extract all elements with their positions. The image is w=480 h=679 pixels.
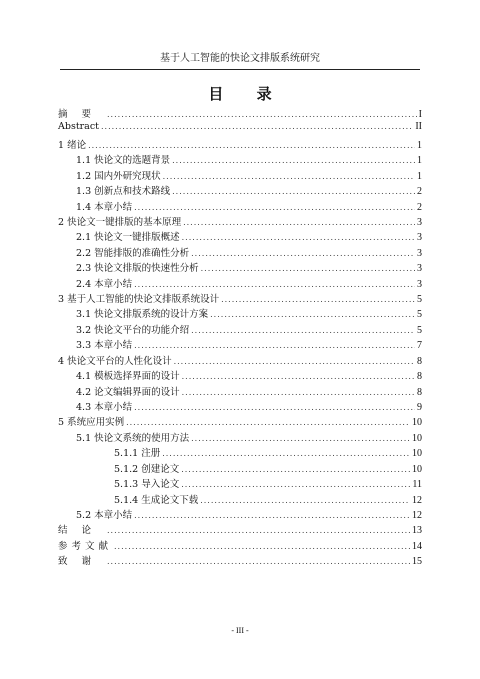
toc-entry[interactable] bbox=[58, 399, 422, 414]
dot-leader bbox=[183, 218, 415, 227]
toc-entry-page: 8 bbox=[417, 371, 422, 383]
toc-entry[interactable] bbox=[58, 229, 422, 244]
toc-entry[interactable] bbox=[58, 414, 422, 429]
toc-entry-page: II bbox=[415, 121, 422, 133]
dot-leader bbox=[191, 326, 415, 335]
toc-entry-page: 8 bbox=[417, 386, 422, 398]
page-number: - III - bbox=[231, 626, 249, 635]
toc-entry-label: Abstract bbox=[58, 121, 99, 133]
toc-entry-page: 3 bbox=[417, 247, 422, 259]
dot-leader bbox=[210, 310, 415, 319]
dot-leader bbox=[107, 526, 410, 535]
toc-entry[interactable] bbox=[58, 276, 422, 291]
toc-entry[interactable] bbox=[58, 168, 422, 183]
toc-entry[interactable] bbox=[58, 152, 422, 167]
toc-entry-label: 摘要 bbox=[58, 109, 106, 120]
dot-leader bbox=[181, 465, 410, 474]
toc-entry-label: 3.2 快论文平台的功能介绍 bbox=[76, 324, 190, 336]
dot-leader bbox=[172, 187, 415, 196]
toc-entry[interactable] bbox=[58, 445, 422, 460]
toc-title: 目 录 bbox=[208, 85, 286, 103]
toc-entry-page: 11 bbox=[412, 479, 422, 491]
table-of-contents bbox=[58, 106, 422, 569]
toc-entry[interactable] bbox=[58, 507, 422, 522]
dot-leader bbox=[182, 388, 415, 397]
toc-entry-label: 5.2 本章小结 bbox=[76, 509, 133, 521]
toc-entry-label: 参考文献 bbox=[58, 540, 113, 552]
toc-entry[interactable] bbox=[58, 492, 422, 507]
toc-entry-page: 5 bbox=[417, 324, 422, 336]
toc-entry-page: 12 bbox=[412, 494, 422, 506]
toc-entry-page: 3 bbox=[417, 278, 422, 290]
toc-entry-label: 3 基于人工智能的快论文排版系统设计 bbox=[58, 294, 220, 306]
dot-leader bbox=[107, 557, 410, 566]
dot-leader bbox=[107, 110, 417, 119]
header-rule bbox=[60, 69, 420, 70]
dot-leader bbox=[162, 449, 410, 458]
toc-entry[interactable] bbox=[58, 384, 422, 399]
toc-entry[interactable] bbox=[58, 553, 422, 568]
toc-entry-page: 1 bbox=[417, 170, 422, 182]
toc-entry-label: 致谢 bbox=[58, 556, 106, 568]
toc-entry-page: 10 bbox=[412, 448, 422, 460]
toc-entry-page: 2 bbox=[417, 186, 422, 198]
dot-leader bbox=[200, 496, 410, 505]
toc-entry-label: 2.3 快论文排版的快速性分析 bbox=[76, 263, 199, 275]
toc-entry[interactable] bbox=[58, 306, 422, 321]
toc-entry-page: 1 bbox=[417, 139, 422, 151]
toc-entry-page: 3 bbox=[417, 232, 422, 244]
dot-leader bbox=[182, 372, 415, 381]
dot-leader bbox=[101, 122, 413, 131]
toc-entry[interactable] bbox=[58, 368, 422, 383]
toc-entry-page: 10 bbox=[412, 432, 422, 444]
toc-entry-page: 12 bbox=[412, 509, 422, 521]
running-header: 基于人工智能的快论文排版系统研究 bbox=[160, 53, 320, 64]
toc-entry[interactable] bbox=[58, 106, 422, 121]
toc-entry[interactable] bbox=[58, 538, 422, 553]
dot-leader bbox=[134, 203, 415, 212]
toc-entry[interactable] bbox=[58, 476, 422, 491]
dot-leader bbox=[191, 249, 415, 258]
toc-entry-label: 1.3 创新点和技术路线 bbox=[76, 186, 171, 198]
toc-entry-label: 5 系统应用实例 bbox=[58, 417, 125, 429]
toc-entry-label: 2.2 智能排版的准确性分析 bbox=[76, 247, 190, 259]
dot-leader bbox=[181, 480, 410, 489]
dot-leader bbox=[134, 511, 410, 520]
dot-leader bbox=[134, 403, 415, 412]
toc-entry[interactable] bbox=[58, 430, 422, 445]
toc-entry-page: 5 bbox=[417, 294, 422, 306]
toc-entry-label: 1 绪论 bbox=[58, 139, 87, 151]
toc-entry-label: 5.1 快论文系统的使用方法 bbox=[76, 432, 190, 444]
dot-leader bbox=[174, 357, 415, 366]
toc-entry[interactable] bbox=[58, 245, 422, 260]
toc-entry-label: 5.1.1 注册 bbox=[114, 448, 161, 460]
toc-entry-page: 2 bbox=[417, 201, 422, 213]
toc-entry-page: I bbox=[418, 109, 422, 120]
toc-entry-label: 3.3 本章小结 bbox=[76, 340, 133, 352]
toc-entry[interactable] bbox=[58, 260, 422, 275]
toc-entry-label: 结论 bbox=[58, 525, 106, 537]
toc-entry-page: 1 bbox=[417, 155, 422, 167]
toc-entry-label: 4 快论文平台的人性化设计 bbox=[58, 355, 172, 367]
toc-entry[interactable] bbox=[58, 522, 422, 537]
dot-leader bbox=[172, 156, 415, 165]
toc-entry-label: 2 快论文一键排版的基本原理 bbox=[58, 216, 182, 228]
toc-entry-page: 13 bbox=[412, 525, 422, 537]
toc-entry-page: 5 bbox=[417, 309, 422, 321]
toc-entry-label: 1.2 国内外研究现状 bbox=[76, 170, 161, 182]
toc-entry[interactable] bbox=[58, 199, 422, 214]
toc-entry-label: 1.4 本章小结 bbox=[76, 201, 133, 213]
toc-entry-page: 15 bbox=[412, 556, 422, 568]
toc-entry-label: 1.1 快论文的选题背景 bbox=[76, 155, 171, 167]
dot-leader bbox=[201, 264, 415, 273]
toc-entry[interactable] bbox=[58, 322, 422, 337]
dot-leader bbox=[126, 418, 410, 427]
toc-entry-label: 4.3 本章小结 bbox=[76, 402, 133, 414]
dot-leader bbox=[182, 233, 415, 242]
dot-leader bbox=[134, 280, 415, 289]
toc-entry[interactable] bbox=[58, 214, 422, 229]
toc-entry-page: 10 bbox=[412, 463, 422, 475]
toc-entry-page: 3 bbox=[417, 263, 422, 275]
toc-entry-label: 2.1 快论文一键排版概述 bbox=[76, 232, 180, 244]
toc-entry-label: 4.2 论文编辑界面的设计 bbox=[76, 386, 180, 398]
toc-entry-page: 7 bbox=[417, 340, 422, 352]
toc-entry[interactable] bbox=[58, 291, 422, 306]
toc-entry[interactable] bbox=[58, 183, 422, 198]
toc-entry[interactable] bbox=[58, 337, 422, 352]
toc-entry[interactable] bbox=[58, 137, 422, 152]
dot-leader bbox=[88, 141, 415, 150]
toc-entry-label: 3.1 快论文排版系统的设计方案 bbox=[76, 309, 209, 321]
toc-entry[interactable] bbox=[58, 121, 422, 136]
toc-entry-label: 5.1.3 导入论文 bbox=[114, 479, 180, 491]
toc-entry-label: 5.1.4 生成论文下载 bbox=[114, 494, 199, 506]
toc-entry-page: 8 bbox=[417, 355, 422, 367]
toc-entry-label: 2.4 本章小结 bbox=[76, 278, 133, 290]
toc-entry[interactable] bbox=[58, 353, 422, 368]
dot-leader bbox=[134, 341, 415, 350]
toc-entry[interactable] bbox=[58, 461, 422, 476]
dot-leader bbox=[191, 434, 410, 443]
dot-leader bbox=[114, 542, 410, 551]
toc-entry-page: 3 bbox=[417, 216, 422, 228]
toc-entry-page: 14 bbox=[412, 540, 422, 552]
toc-entry-page: 10 bbox=[412, 417, 422, 429]
dot-leader bbox=[221, 295, 415, 304]
toc-entry-label: 4.1 模板选择界面的设计 bbox=[76, 371, 180, 383]
dot-leader bbox=[163, 172, 415, 181]
toc-entry-label: 5.1.2 创建论文 bbox=[114, 463, 180, 475]
toc-entry-page: 9 bbox=[417, 402, 422, 414]
